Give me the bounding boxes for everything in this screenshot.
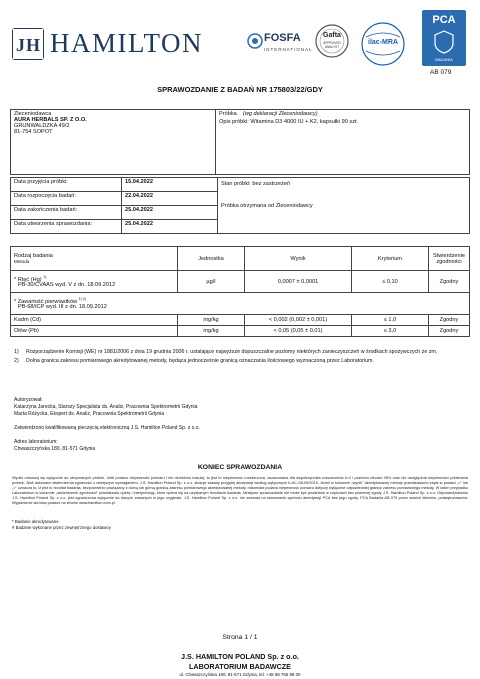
lab-label: Adres laboratorium: [14, 439, 58, 445]
footnote: * Badanie akredytowane [12, 519, 59, 524]
sample-received: Próbka otrzymana od Zleceniodawcy [221, 203, 313, 209]
sample-state: Stan próbki: bez zastrzeżeń [221, 181, 291, 187]
mercury-criterion: ≤ 0,10 [352, 271, 429, 293]
brand-name: HAMILTON [50, 28, 204, 58]
lab-address: Chwaszczyńska 180, 81-571 Gdynia [14, 446, 96, 452]
date-label: Data utworzenia sprawozdania: [11, 220, 122, 234]
group-row [11, 293, 470, 315]
mercury-name-cell: * Rtęć (Hg) $^{1)}$ PB-30/CVAAS wyd. V z dn. 18.09.2012 [11, 271, 178, 293]
footer-company: J.S. HAMILTON POLAND Sp. z o.o. [181, 652, 299, 661]
sample-label: Próbka [219, 111, 237, 117]
authorization-block [14, 397, 314, 453]
pca-text: PCA [432, 14, 456, 26]
footer-address: ul. Chwaszczyńska 180, 81-571 Gdynia, tel. +48 58 766 99 00 [179, 672, 301, 677]
fosfa-logo-icon [247, 29, 313, 62]
report-title: SPRAWOZDANIE Z BADAŃ NR 175803/22/GDY [157, 85, 323, 94]
element-criterion: ≤ 3,0 [352, 326, 429, 337]
header-type: Rodzaj badania Metoda [11, 247, 178, 271]
element-result: < 0,002 (0,002 ± 0,001) [245, 315, 352, 326]
fine-print: Wyniki odnoszą się wyłącznie do otrzymanych próbek. Jeśli podano niepewność pomiaru i nie określono inaczej, to jest to niepewność rozszerzona, oszacowana dla współczynnika rozszerzenia k=2 i poziomu ufności 95% oraz nie uwzględnia niepewności pobierania próbek. Jeśli dokonano stwierdzenia zgodności z niniejszym wymaganiem, J.S. Hamilton Poland Sp. z o.o. stosuje zasady przyjętej akceptacji według wytycznych ILAC-G8:09/2019. Jeżeli w kolumnie „wynik” akredytowanej metody przedstawiono zapis w postaci „<” lub „>” oznacza to, iż jest to rezultat badania, bezpośrednio powiązany z dolną lub górną granicą zakresu pomiarowego akredytowanej metody, natomiast podana niepewność pomiaru dotyczy wyłącznie odpowiedniej granicy zakresu pomiarowego metody. W takim przypadku Laboratorium w kolumnie „stwierdzenie zgodności” przedstawia opinię i interpretację, które opiera się na uzyskanym rezultacie badania. Niniejsze sprawozdanie nie może być powielane w częściach bez pisemnej zgody J.S. Hamilton Poland Sp. z o.o. Odpowiedzialność J.S. Hamilton Poland Sp. z o.o. jest ograniczona wyłącznie do danych zawartych w jego oryginale. J.S. Hamilton Poland Sp. z o.o. nie zezwala na stosowanie symbolu akredytacji PCA bez jego zgody. PCA Badania AB 079 przez swoich klientów, podwykonawców. Wyjaśnienie skrótów podano na stronie www.hamilton.com.pl. [12, 476, 468, 505]
element-unit: mg/kg [178, 315, 245, 326]
client-sample-table [10, 109, 470, 175]
seal-text: Zatwierdzono kwalifikowaną pieczęcią elektroniczną J.S. Hamilton Poland Sp. z o.o. [14, 425, 200, 431]
ilac-text: ilac-MRA [368, 39, 398, 46]
element-conformity: Zgodny [429, 315, 470, 326]
sample-description: Opis próbki: Witamina D3 4000 IU + K2, kapsułki 90 szt. [219, 119, 359, 125]
svg-text:J: J [16, 35, 25, 55]
gafta-logo-icon [314, 23, 350, 63]
fosfa-sub: INTERNATIONAL [264, 47, 313, 52]
dates-table [10, 177, 470, 234]
client-cell [11, 110, 216, 175]
gafta-sub: APPROVED ANALYST [323, 41, 341, 49]
sample-state-cell [218, 178, 470, 234]
mercury-result: 0,0007 ± 0,0001 [245, 271, 352, 293]
note-item: 2) Dolna granica zakresu pomiarowego akredytowanej metody, będąca jednocześnie granicą oznaczania ilościowego wyznaczoną przez Laboratorium. [14, 358, 374, 364]
element-name: Ołów (Pb) [11, 326, 178, 337]
results-table [10, 246, 470, 337]
client-street: GRUNWALDZKA 49/2 [14, 123, 70, 129]
group-cell: * Zawartość pierwiastków $^{1) 2)}$ PB-68/ICP wyd. III z dn. 18.09.2012 [11, 293, 470, 315]
footer-lab: LABORATORIUM BADAWCZE [189, 662, 291, 671]
ilac-mra-logo-icon [360, 21, 406, 67]
table-row [11, 326, 470, 337]
header-result: Wynik [245, 247, 352, 271]
client-city: 81-754 SOPOT [14, 129, 53, 135]
element-criterion: ≤ 1,0 [352, 315, 429, 326]
accreditation-number: AB 079 [430, 69, 452, 76]
header-unit: Jednostka [178, 247, 245, 271]
svg-text:H: H [26, 35, 41, 55]
sample-label-note: (wg deklaracji Zleceniodawcy) [242, 111, 318, 117]
end-title: KONIEC SPRAWOZDANIA [197, 464, 283, 471]
client-name: AURA HERBALS SP. Z O.O. [14, 117, 87, 123]
client-label: Zleceniodawca [14, 111, 52, 117]
header-conformity: Stwierdzenie zgodności [429, 247, 470, 271]
date-label: Data rozpoczęcia badań: [11, 192, 122, 206]
table-row [11, 315, 470, 326]
date-value: 22.04.2022 [122, 192, 218, 206]
hamilton-jh-logo-icon [12, 28, 44, 60]
date-label: Data przyjęcia próbki: [11, 178, 122, 192]
page-number: Strona 1 / 1 [222, 634, 258, 641]
footnotes [12, 519, 111, 531]
auth-label: Autoryzował: [14, 397, 43, 403]
mercury-unit: µg/l [178, 271, 245, 293]
pca-sub: BADANIA [435, 57, 453, 62]
auth-person: Marta Różycka, Ekspert ds. Analiz, Pracownia Spektrometrii Gdynia [14, 411, 165, 417]
sample-cell [216, 110, 470, 175]
notes [14, 349, 466, 367]
fosfa-text: FOSFA [264, 32, 301, 44]
element-conformity: Zgodny [429, 326, 470, 337]
mercury-conformity: Zgodny [429, 271, 470, 293]
date-value: 25.04.2022 [122, 220, 218, 234]
date-value: 15.04.2022 [122, 178, 218, 192]
pca-logo-icon [422, 10, 466, 66]
element-name: Kadm (Cd) [11, 315, 178, 326]
date-value: 25.04.2022 [122, 206, 218, 220]
date-label: Data zakończenia badań: [11, 206, 122, 220]
element-unit: mg/kg [178, 326, 245, 337]
table-row [11, 271, 470, 293]
header-criterion: Kryterium [352, 247, 429, 271]
gafta-text: Gafta [323, 32, 341, 39]
footnote: # Badanie wykonane przez zewnętrznego dostawcę [12, 525, 111, 530]
note-item: 1) Rozporządzenie Komisji (WE) nr 1881/2006 z dnia 19 grudnia 2006 r. ustalające najwyższe dopuszczalne poziomy niektórych zanieczyszczeń w środkach spożywczych ze zm. [14, 349, 438, 355]
auth-person: Katarzyna Jarecka, Starszy Specjalista ds. Analiz, Pracownia Spektrometrii Gdynia [14, 404, 198, 410]
element-result: < 0,05 (0,05 ± 0,01) [245, 326, 352, 337]
